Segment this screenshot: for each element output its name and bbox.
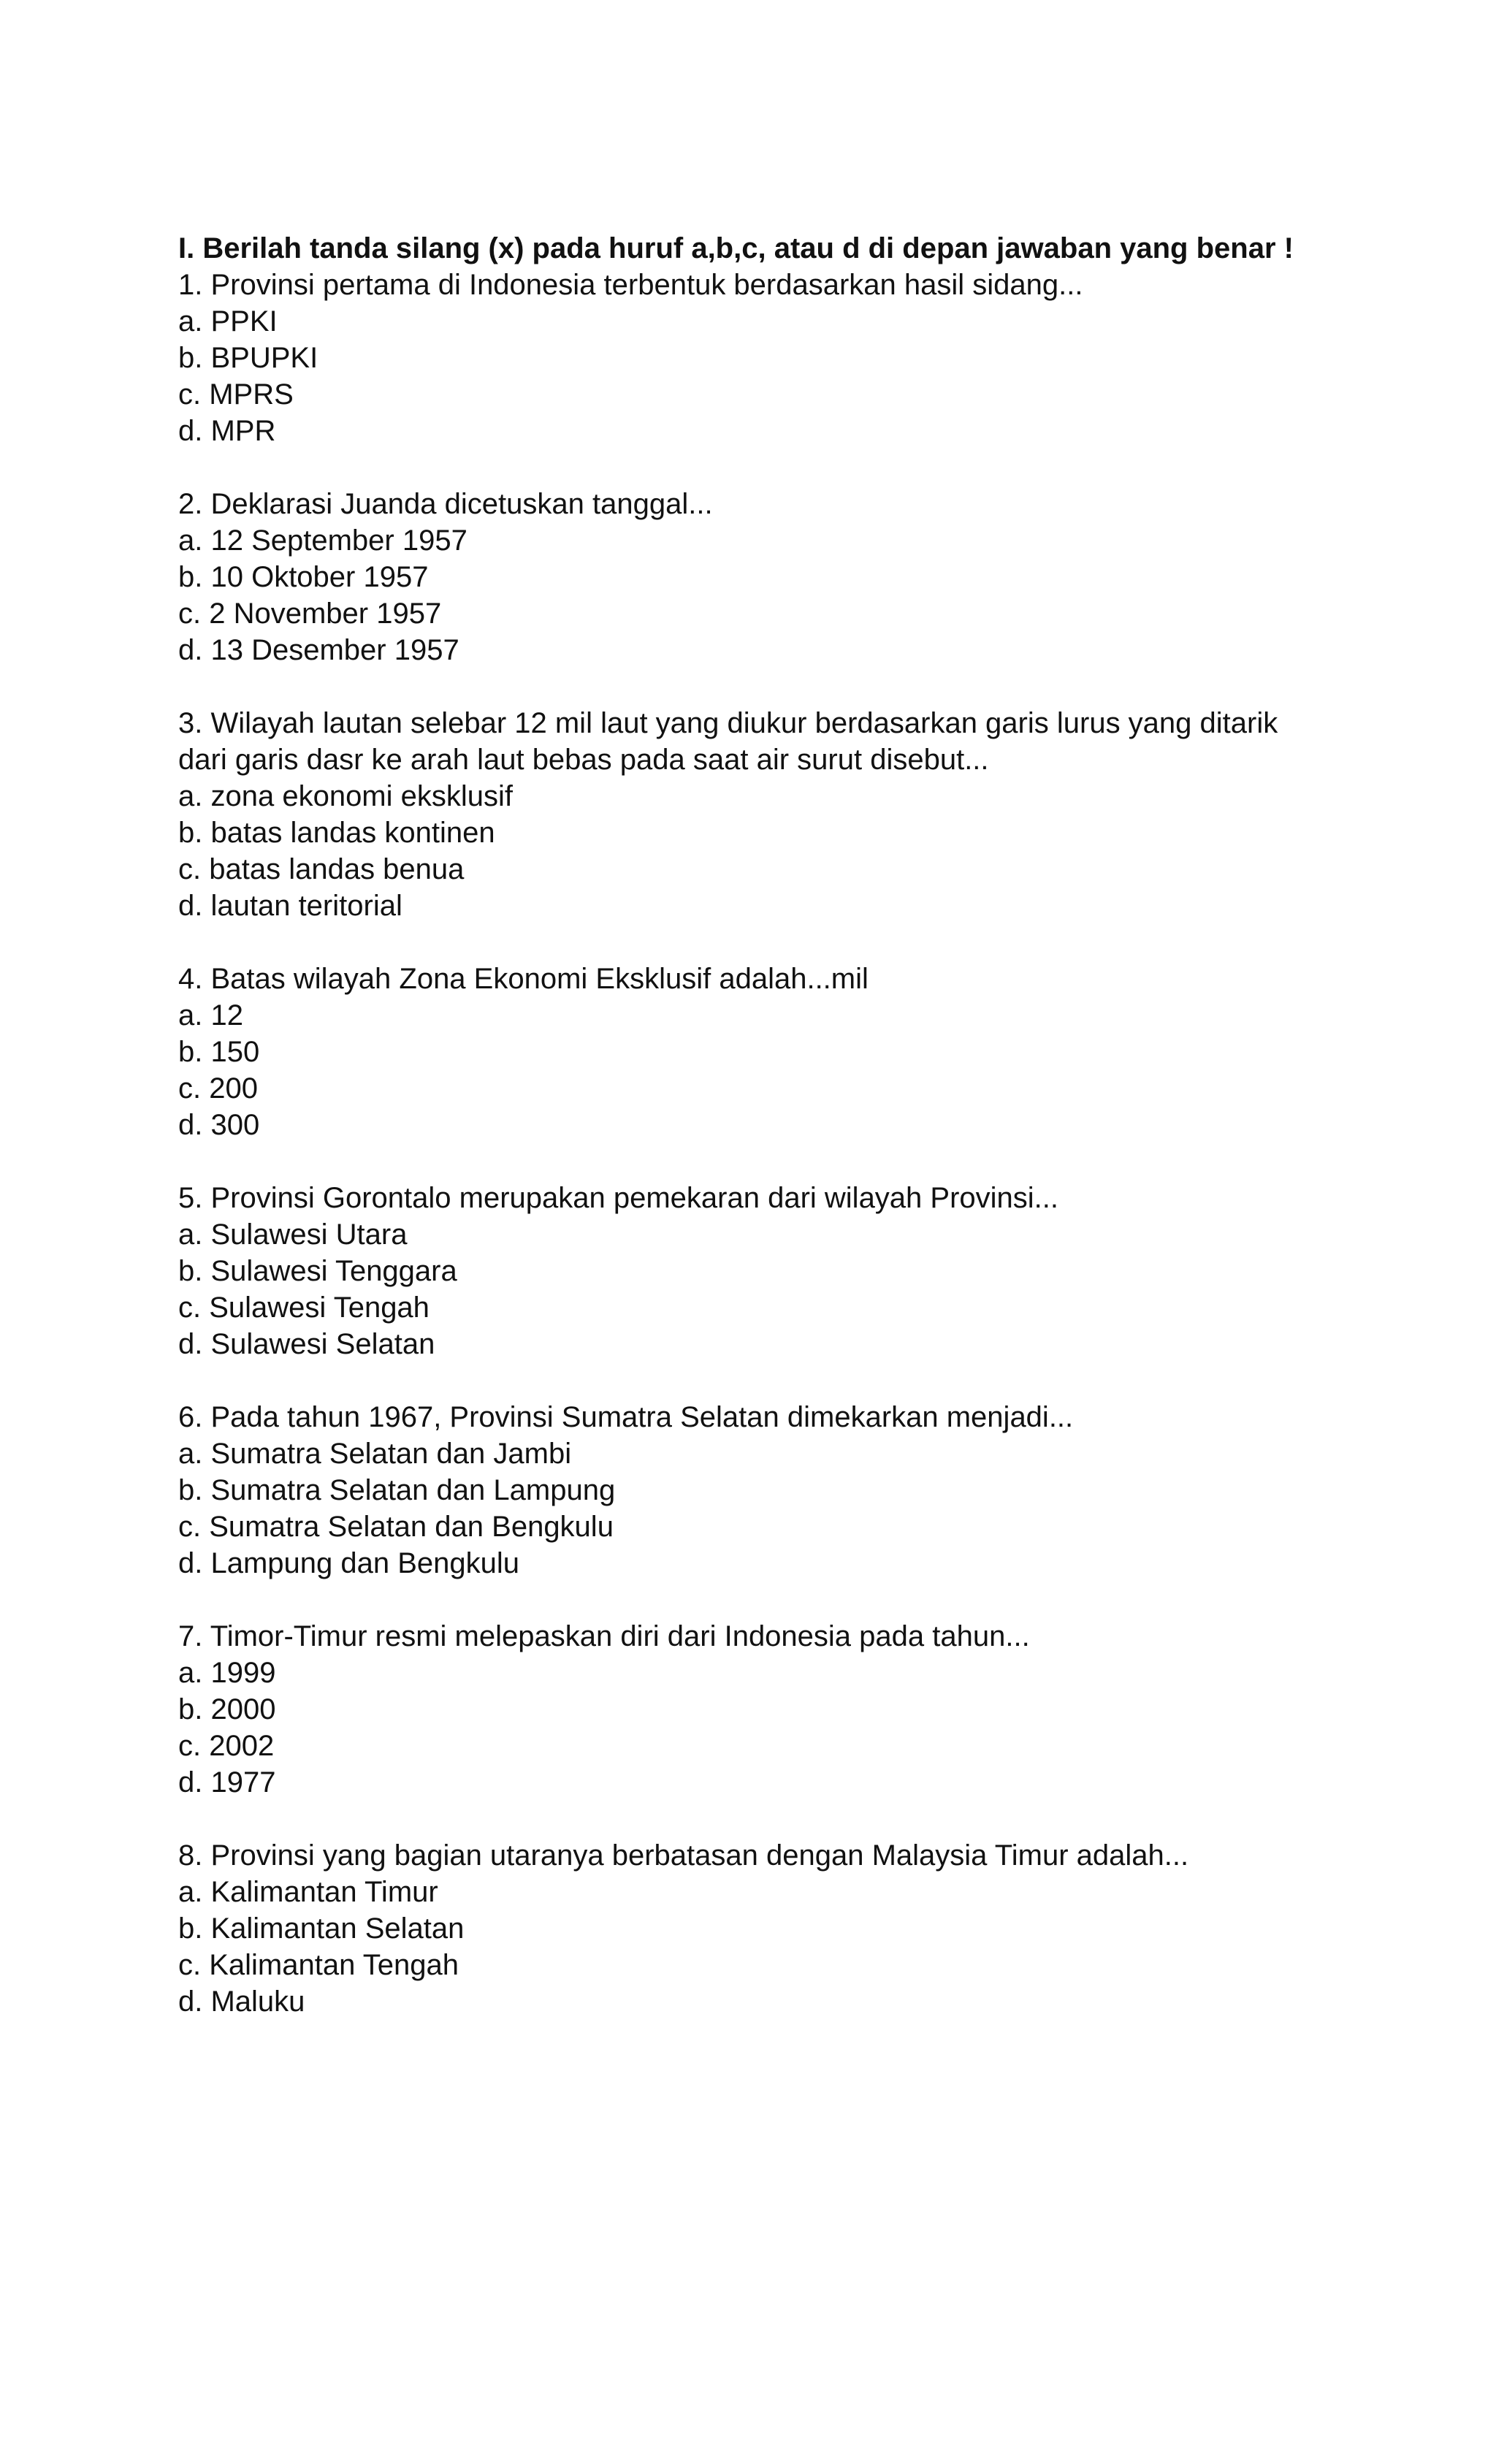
answer-option-a: a. Sulawesi Utara [178,1218,408,1251]
answer-option-d: d. lautan teritorial [178,890,402,922]
answer-option-d: d. Lampung dan Bengkulu [178,1547,520,1579]
answer-option-c: c. Sulawesi Tengah [178,1292,430,1324]
question-5 [178,1180,1347,1362]
answer-option-a: a. 12 September 1957 [178,525,468,557]
question-text: 1. Provinsi pertama di Indonesia terbentuk berdasarkan hasil sidang... [178,269,1083,301]
question-1 [178,267,1347,449]
question-2 [178,486,1347,668]
answer-option-d: d. 300 [178,1109,260,1141]
question-text: 6. Pada tahun 1967, Provinsi Sumatra Selatan dimekarkan menjadi... [178,1401,1074,1433]
answer-option-d: d. MPR [178,415,276,447]
answer-option-c: c. 200 [178,1072,258,1105]
quiz-document [178,230,1347,2020]
answer-option-b: b. Sumatra Selatan dan Lampung [178,1474,616,1506]
answer-option-a: a. PPKI [178,305,278,337]
answer-option-a: a. Kalimantan Timur [178,1876,438,1908]
answer-option-d: d. 1977 [178,1766,276,1799]
question-text: 3. Wilayah lautan selebar 12 mil laut yang diukur berdasarkan garis lurus yang ditarik [178,707,1278,739]
answer-option-b: b. 10 Oktober 1957 [178,561,429,593]
answer-option-d: d. Maluku [178,1986,305,2018]
answer-option-c: c. 2 November 1957 [178,598,442,630]
answer-option-b: b. Sulawesi Tenggara [178,1255,457,1287]
answer-option-a: a. zona ekonomi eksklusif [178,780,514,812]
question-text: 2. Deklarasi Juanda dicetuskan tanggal... [178,488,713,520]
answer-option-b: b. batas landas kontinen [178,817,495,849]
question-3 [178,705,1347,924]
question-text: 5. Provinsi Gorontalo merupakan pemekaran dari wilayah Provinsi... [178,1182,1059,1214]
answer-option-a: a. Sumatra Selatan dan Jambi [178,1438,572,1470]
answer-option-d: d. Sulawesi Selatan [178,1328,435,1360]
answer-option-d: d. 13 Desember 1957 [178,634,459,666]
answer-option-b: b. 2000 [178,1693,276,1725]
answer-option-c: c. MPRS [178,378,294,411]
question-list [178,267,1347,2020]
question-text: 4. Batas wilayah Zona Ekonomi Eksklusif adalah...mil [178,963,869,995]
answer-option-c: c. batas landas benua [178,853,465,885]
question-4 [178,961,1347,1143]
instruction-heading: I. Berilah tanda silang (x) pada huruf a,b,c, atau d di depan jawaban yang benar ! [178,232,1294,264]
answer-option-b: b. 150 [178,1036,260,1068]
question-7 [178,1618,1347,1801]
question-text: dari garis dasr ke arah laut bebas pada saat air surut disebut... [178,744,989,776]
question-text: 8. Provinsi yang bagian utaranya berbatasan dengan Malaysia Timur adalah... [178,1839,1189,1872]
answer-option-c: c. Kalimantan Tengah [178,1949,459,1981]
answer-option-b: b. BPUPKI [178,342,318,374]
question-6 [178,1399,1347,1582]
answer-option-a: a. 12 [178,999,243,1031]
answer-option-b: b. Kalimantan Selatan [178,1912,465,1945]
question-8 [178,1837,1347,2020]
question-text: 7. Timor-Timur resmi melepaskan diri dari Indonesia pada tahun... [178,1620,1030,1652]
answer-option-a: a. 1999 [178,1657,276,1689]
answer-option-c: c. Sumatra Selatan dan Bengkulu [178,1511,614,1543]
answer-option-c: c. 2002 [178,1730,275,1762]
